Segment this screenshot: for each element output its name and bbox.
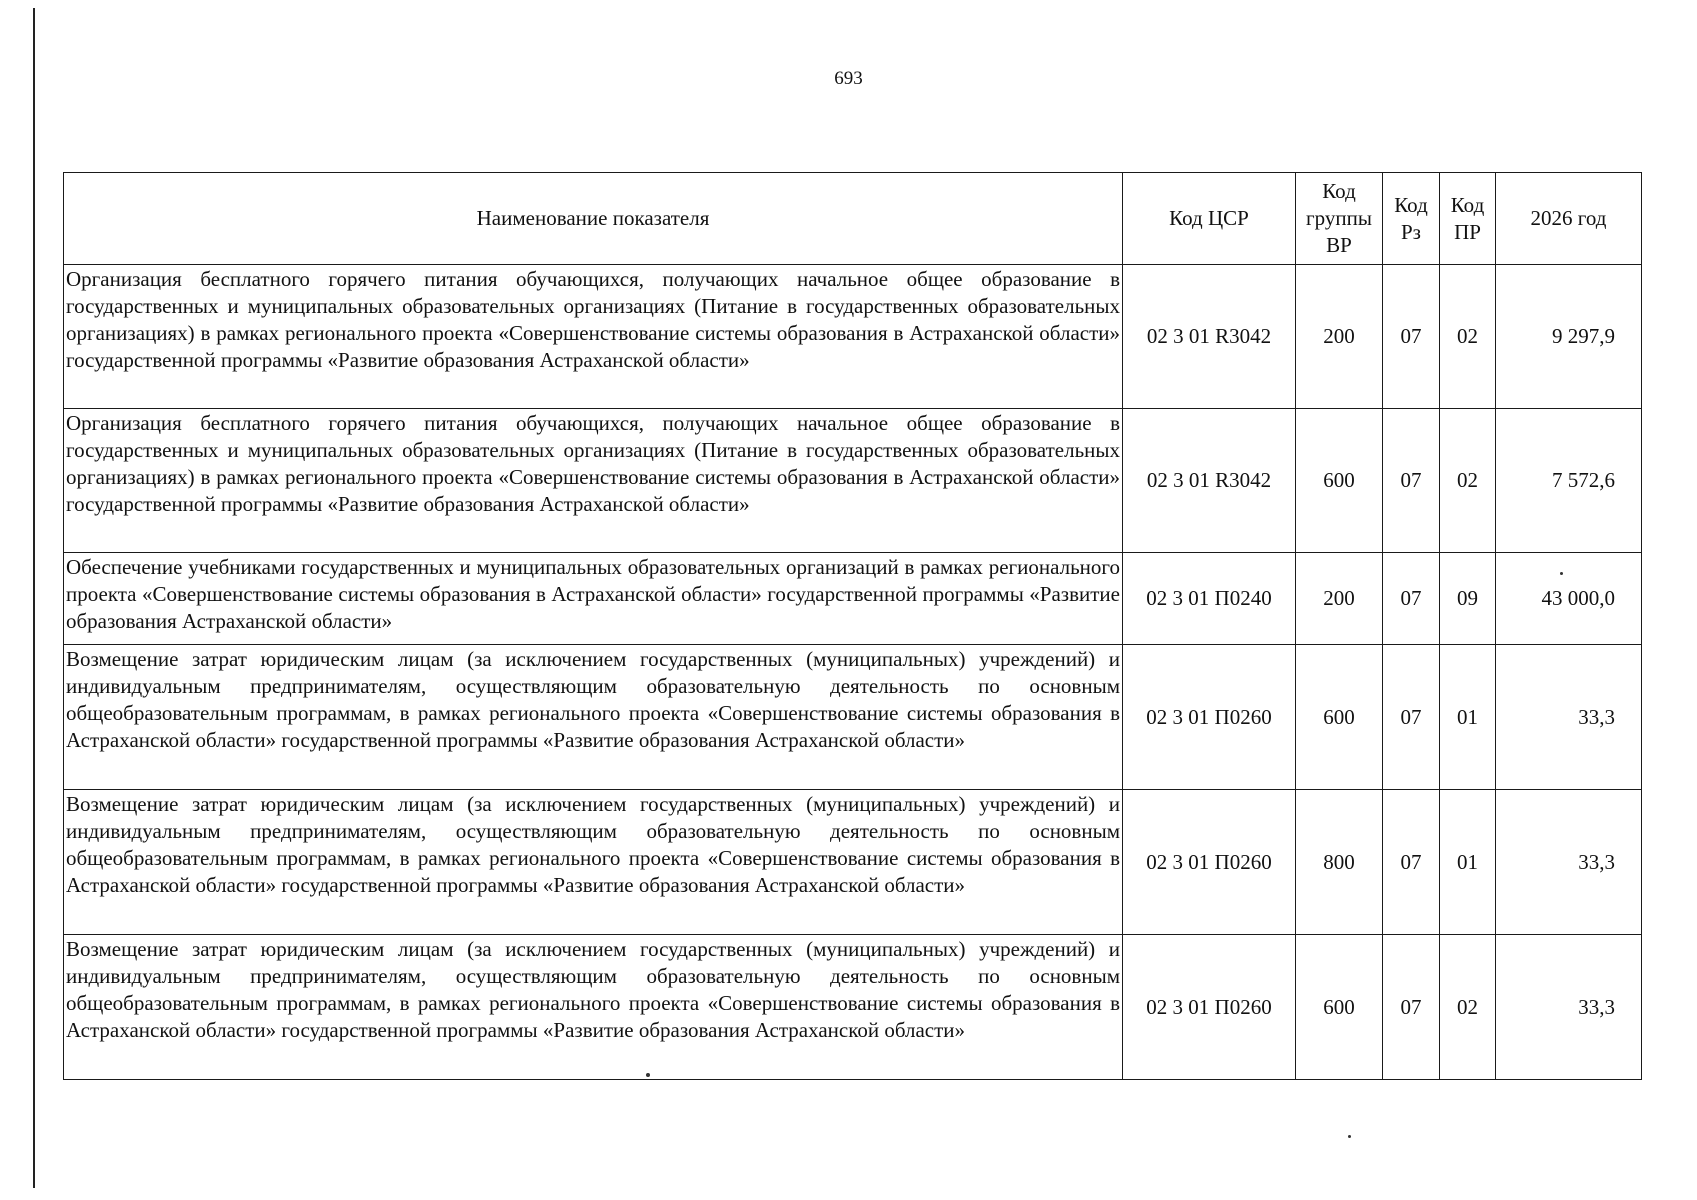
row-csr: 02 3 01 П0260 <box>1123 645 1296 790</box>
row-csr: 02 3 01 R3042 <box>1123 409 1296 553</box>
row-csr: 02 3 01 П0240 <box>1123 553 1296 645</box>
row-rz: 07 <box>1383 790 1440 935</box>
row-name: Возмещение затрат юридическим лицам (за исключением государственных (муниципальных) учреждений) и индивидуальным предпринимателям, осуществляющим образовательную деятельность по основным общеобразовательным программам, в рамках регионального проекта «Совершенствование системы образования в Астраханской области» государственной программы «Развитие образования Астраханской области» <box>64 790 1123 935</box>
row-csr: 02 3 01 R3042 <box>1123 265 1296 409</box>
row-vr: 800 <box>1296 790 1383 935</box>
row-rz: 07 <box>1383 935 1440 1080</box>
row-csr: 02 3 01 П0260 <box>1123 790 1296 935</box>
header-vr: Код группы ВР <box>1296 173 1383 265</box>
row-amount: 9 297,9 <box>1496 265 1642 409</box>
row-pr: 09 <box>1440 553 1496 645</box>
table-row <box>64 553 1642 645</box>
row-pr: 01 <box>1440 645 1496 790</box>
header-rz: Код Рз <box>1383 173 1440 265</box>
row-name: Обеспечение учебниками государственных и муниципальных образовательных организаций в рамках регионального проекта «Совершенствование системы образования в Астраханской области» государственной программы «Развитие образования Астраханской области» <box>64 553 1123 645</box>
row-vr: 200 <box>1296 553 1383 645</box>
header-name: Наименование показателя <box>64 173 1123 265</box>
row-amount: 7 572,6 <box>1496 409 1642 553</box>
header-csr: Код ЦСР <box>1123 173 1296 265</box>
row-name: Организация бесплатного горячего питания обучающихся, получающих начальное общее образование в государственных и муниципальных образовательных организациях (Питание в государственных образовательных организациях) в рамках регионального проекта «Совершенствование системы образования в Астраханской области» государственной программы «Развитие образования Астраханской области» <box>64 409 1123 553</box>
row-pr: 02 <box>1440 265 1496 409</box>
scan-speck <box>1348 1135 1351 1138</box>
row-amount: 33,3 <box>1496 935 1642 1080</box>
row-amount: 43 000,0 <box>1496 553 1642 645</box>
table-header-row <box>64 173 1642 265</box>
table-row <box>64 935 1642 1080</box>
row-amount: 33,3 <box>1496 790 1642 935</box>
row-rz: 07 <box>1383 645 1440 790</box>
table-row <box>64 645 1642 790</box>
table-row <box>64 790 1642 935</box>
row-rz: 07 <box>1383 265 1440 409</box>
row-rz: 07 <box>1383 409 1440 553</box>
row-name: Возмещение затрат юридическим лицам (за исключением государственных (муниципальных) учреждений) и индивидуальным предпринимателям, осуществляющим образовательную деятельность по основным общеобразовательным программам, в рамках регионального проекта «Совершенствование системы образования в Астраханской области» государственной программы «Развитие образования Астраханской области» <box>64 645 1123 790</box>
table-row <box>64 265 1642 409</box>
budget-table <box>63 172 1642 1080</box>
row-rz: 07 <box>1383 553 1440 645</box>
row-name: Организация бесплатного горячего питания обучающихся, получающих начальное общее образование в государственных и муниципальных образовательных организациях (Питание в государственных образовательных организациях) в рамках регионального проекта «Совершенствование системы образования в Астраханской области» государственной программы «Развитие образования Астраханской области» <box>64 265 1123 409</box>
row-vr: 600 <box>1296 645 1383 790</box>
header-pr: Код ПР <box>1440 173 1496 265</box>
row-pr: 02 <box>1440 409 1496 553</box>
row-vr: 600 <box>1296 409 1383 553</box>
scan-speck <box>646 1073 650 1077</box>
row-amount: 33,3 <box>1496 645 1642 790</box>
scan-speck <box>1560 572 1563 575</box>
row-name: Возмещение затрат юридическим лицам (за исключением государственных (муниципальных) учреждений) и индивидуальным предпринимателям, осуществляющим образовательную деятельность по основным общеобразовательным программам, в рамках регионального проекта «Совершенствование системы образования в Астраханской области» государственной программы «Развитие образования Астраханской области» <box>64 935 1123 1080</box>
row-pr: 02 <box>1440 935 1496 1080</box>
row-pr: 01 <box>1440 790 1496 935</box>
header-year: 2026 год <box>1496 173 1642 265</box>
binding-line <box>33 8 35 1188</box>
row-csr: 02 3 01 П0260 <box>1123 935 1296 1080</box>
row-vr: 200 <box>1296 265 1383 409</box>
page-number: 693 <box>834 68 863 89</box>
table-row <box>64 409 1642 553</box>
row-vr: 600 <box>1296 935 1383 1080</box>
